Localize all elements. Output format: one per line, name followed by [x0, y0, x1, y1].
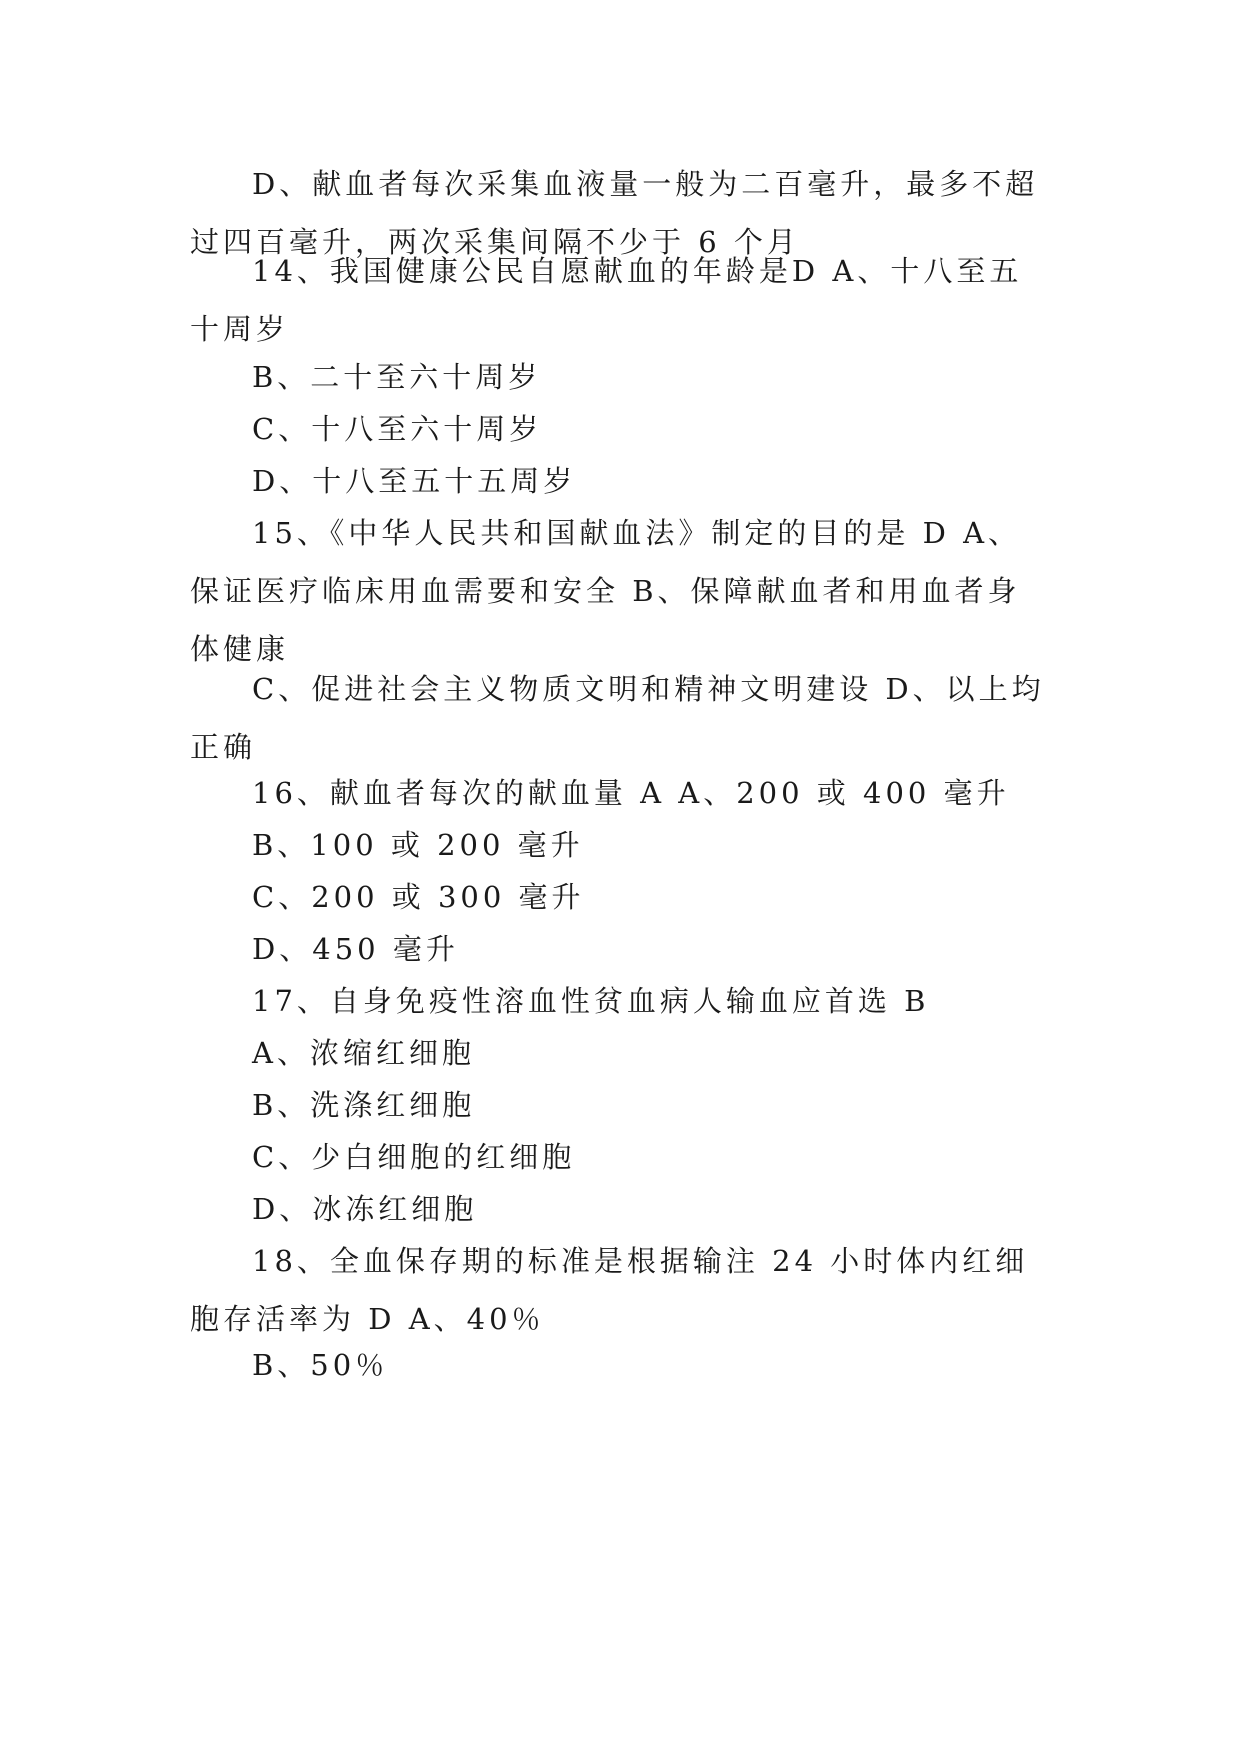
option-c-q14: C、十八至六十周岁 [252, 412, 543, 446]
option-c-d-q15: C、促进社会主义物质文明和精神文明建设 D、以上均正确 [190, 672, 1045, 764]
question-16: 16、献血者每次的献血量 A A、200 或 400 毫升 [252, 776, 1010, 810]
option-d-q14: D、十八至五十五周岁 [252, 464, 577, 498]
option-b-q14: B、二十至六十周岁 [252, 360, 542, 394]
option-b-q17: B、洗涤红细胞 [252, 1088, 476, 1122]
option-a-q17: A、浓缩红细胞 [252, 1036, 475, 1070]
question-15: 15、《中华人民共和国献血法》制定的目的是 D A、保证医疗临床用血需要和安全 B、保障献血者和用血者身体健康 [190, 516, 1022, 666]
question-17: 17、自身免疫性溶血性贫血病人输血应首选 B [252, 984, 930, 1018]
option-b-q18: B、50％ [252, 1348, 389, 1382]
option-d-q17: D、冰冻红细胞 [252, 1192, 478, 1226]
option-d-q13: D、献血者每次采集血液量一般为二百毫升，最多不超过四百毫升，两次采集间隔不少于 6 个月 [190, 167, 1039, 259]
question-18: 18、全血保存期的标准是根据输注 24 小时体内红细胞存活率为 D A、40％ [190, 1244, 1029, 1336]
question-14: 14、我国健康公民自愿献血的年龄是D A、十八至五十周岁 [190, 254, 1023, 346]
option-d-q16: D、450 毫升 [252, 932, 459, 966]
option-c-q16: C、200 或 300 毫升 [252, 880, 585, 914]
option-b-q16: B、100 或 200 毫升 [252, 828, 584, 862]
option-c-q17: C、少白细胞的红细胞 [252, 1140, 576, 1174]
